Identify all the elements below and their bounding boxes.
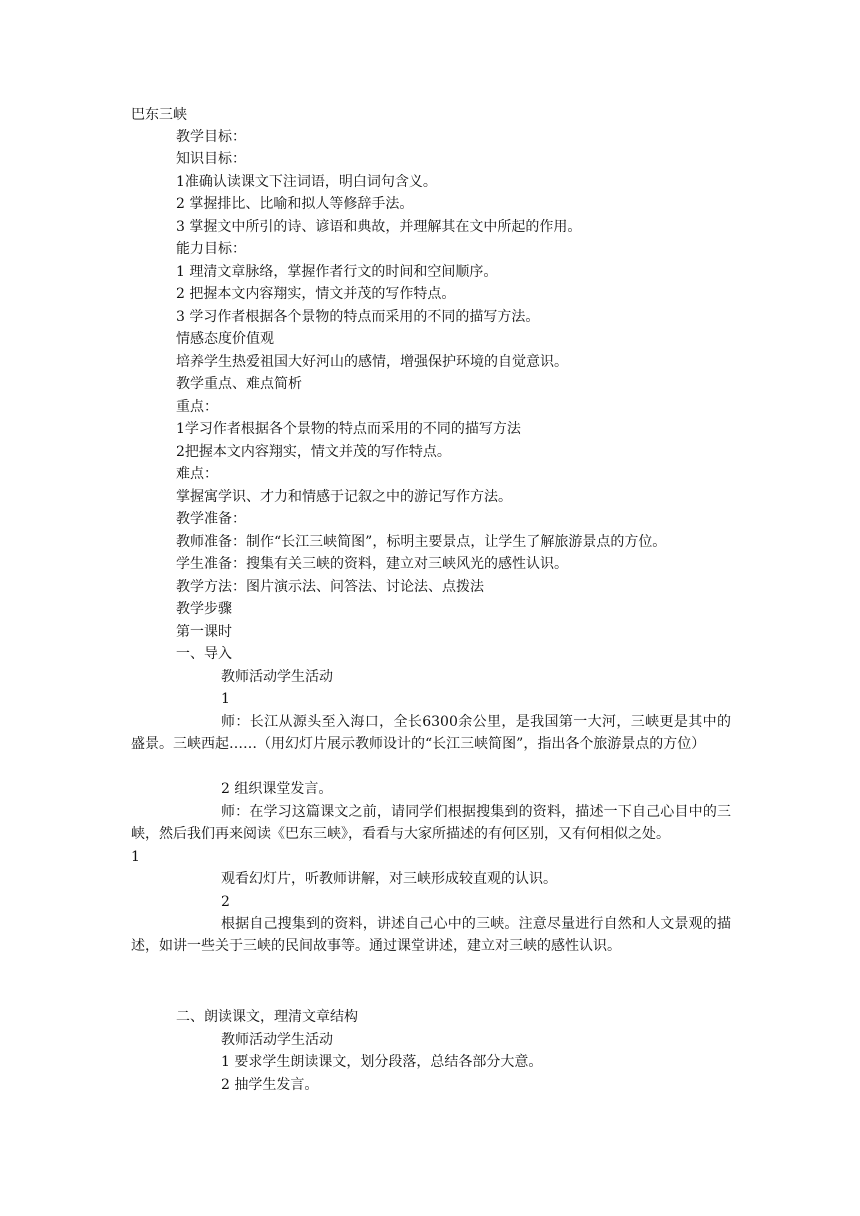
teacher-preparation: 教师准备：制作“长江三峡简图”，标明主要景点，让学生了解旅游景点的方位。 (176, 534, 667, 550)
heading-emotion-values: 情感态度价值观 (176, 331, 274, 347)
section-heading-reading: 二、朗读课文，理清文章结构 (176, 1009, 358, 1025)
heading-knowledge-goals: 知识目标： (176, 151, 246, 167)
teacher-step-number: 1 (221, 691, 230, 707)
ability-item: 1 理清文章脉络，掌握作者行文的时间和空间顺序。 (176, 264, 498, 280)
teacher-step-item: 1 要求学生朗读课文，划分段落，总结各部分大意。 (221, 1054, 543, 1070)
teaching-methods: 教学方法：图片演示法、问答法、讨论法、点拨法 (176, 579, 484, 595)
student-preparation: 学生准备：搜集有关三峡的资料，建立对三峡风光的感性认识。 (176, 556, 568, 572)
emotion-item: 培养学生热爱祖国大好河山的感情，增强保护环境的自觉意识。 (176, 354, 568, 370)
teacher-paragraph: 师：长江从源头至入海口，全长6300余公里，是我国第一大河，三峡更是其中的盛景。三峡西起……（用幻灯片展示教师设计的“长江三峡简图”，指出各个旅游景点的方位） (131, 714, 731, 752)
heading-ability-goals: 能力目标： (176, 241, 246, 257)
activity-table-header: 教师活动学生活动 (221, 669, 333, 685)
student-paragraph: 根据自己搜集到的资料，讲述自己心中的三峡。注意尽量进行自然和人文景观的描述，如讲一些关于三峡的民间故事等。通过课堂讲述，建立对三峡的感性认识。 (131, 916, 731, 954)
ability-item: 2 把握本文内容翔实，情文并茂的写作特点。 (176, 286, 456, 302)
heading-teaching-goals: 教学目标： (176, 129, 246, 145)
heading-first-lesson: 第一课时 (176, 624, 232, 640)
student-step-number: 1 (131, 849, 140, 865)
heading-focus: 重点： (176, 399, 218, 415)
heading-difficulty: 难点： (176, 466, 218, 482)
heading-teaching-steps: 教学步骤 (176, 601, 232, 617)
teacher-step-item: 2 抽学生发言。 (221, 1077, 319, 1093)
doc-title: 巴东三峡 (131, 107, 187, 123)
activity-table-header: 教师活动学生活动 (221, 1032, 333, 1048)
knowledge-item: 1准确认读课文下注词语，明白词句含义。 (176, 174, 437, 190)
student-step-text: 观看幻灯片，听教师讲解，对三峡形成较直观的认识。 (221, 871, 557, 887)
student-step-number: 2 (221, 894, 230, 910)
teacher-paragraph: 师：在学习这篇课文之前，请同学们根据搜集到的资料，描述一下自己心目中的三峡，然后我们再来阅读《巴东三峡》，看看与大家所描述的有何区别，又有何相似之处。 (131, 804, 731, 842)
section-heading-intro: 一、导入 (176, 646, 232, 662)
focus-item: 2把握本文内容翔实，情文并茂的写作特点。 (176, 444, 451, 460)
heading-key-points: 教学重点、难点简析 (176, 376, 302, 392)
ability-item: 3 学习作者根据各个景物的特点而采用的不同的描写方法。 (176, 309, 540, 325)
heading-preparation: 教学准备： (176, 511, 246, 527)
knowledge-item: 2 掌握排比、比喻和拟人等修辞手法。 (176, 196, 414, 212)
difficulty-item: 掌握寓学识、才力和情感于记叙之中的游记写作方法。 (176, 489, 512, 505)
focus-item: 1学习作者根据各个景物的特点而采用的不同的描写方法 (176, 421, 521, 437)
teacher-step-item: 2 组织课堂发言。 (221, 781, 333, 797)
knowledge-item: 3 掌握文中所引的诗、谚语和典故，并理解其在文中所起的作用。 (176, 219, 582, 235)
